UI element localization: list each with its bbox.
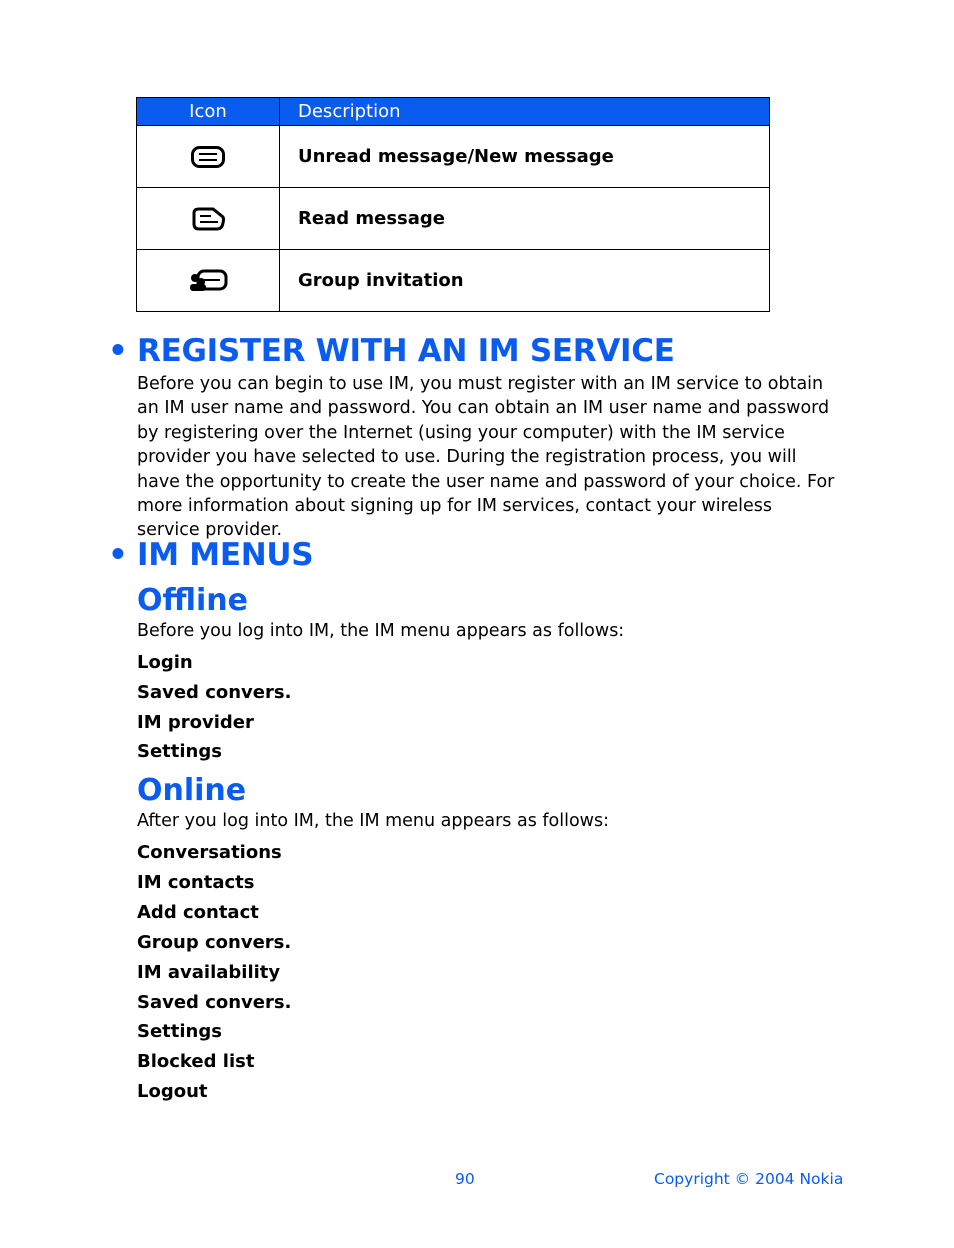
im-menus-title: IM MENUS [137,537,314,573]
page-number: 90 [455,1170,475,1188]
list-item: Saved convers. [137,992,292,1013]
row-description: Read message [298,208,445,229]
offline-heading: Offline [137,583,248,618]
list-item: Add contact [137,902,259,923]
read-message-icon [191,207,225,231]
unread-message-icon [191,146,225,168]
register-title: REGISTER WITH AN IM SERVICE [137,333,675,369]
list-item: Group convers. [137,932,292,953]
table-row [137,249,769,311]
list-item: Saved convers. [137,682,292,703]
offline-intro: Before you log into IM, the IM menu appears as follows: [137,621,625,641]
copyright: Copyright © 2004 Nokia [654,1170,844,1188]
header-description: Description [298,101,401,122]
table-header [137,98,769,125]
list-item: Conversations [137,842,282,863]
row-description: Unread message/New message [298,146,614,167]
row-description: Group invitation [298,270,464,291]
register-heading [108,333,675,369]
list-item: Logout [137,1081,208,1102]
list-item: IM provider [137,712,254,733]
table-row [137,187,769,249]
list-item: IM contacts [137,872,255,893]
heading-bullet: • [108,537,128,573]
list-item: Settings [137,741,222,762]
icon-table [136,97,770,312]
header-icon: Icon [137,98,280,125]
list-item: IM availability [137,962,281,983]
heading-bullet: • [108,333,128,369]
online-heading: Online [137,773,247,808]
list-item: Settings [137,1021,222,1042]
im-menus-heading [108,537,313,573]
list-item: Login [137,652,193,673]
register-body: Before you can begin to use IM, you must register with an IM service to obtain an IM user name and password. You can obtain an IM user name and password by registering over the Internet (using your computer) with the IM service provider you have selected to use. During the registration process, you will have the opportunity to create the user name and password of your choice. For more information about signing up for IM services, contact your wireless service provider. [137,374,835,541]
list-item: Blocked list [137,1051,255,1072]
table-row [137,125,769,187]
online-intro: After you log into IM, the IM menu appears as follows: [137,811,610,831]
group-invitation-icon [188,269,228,293]
